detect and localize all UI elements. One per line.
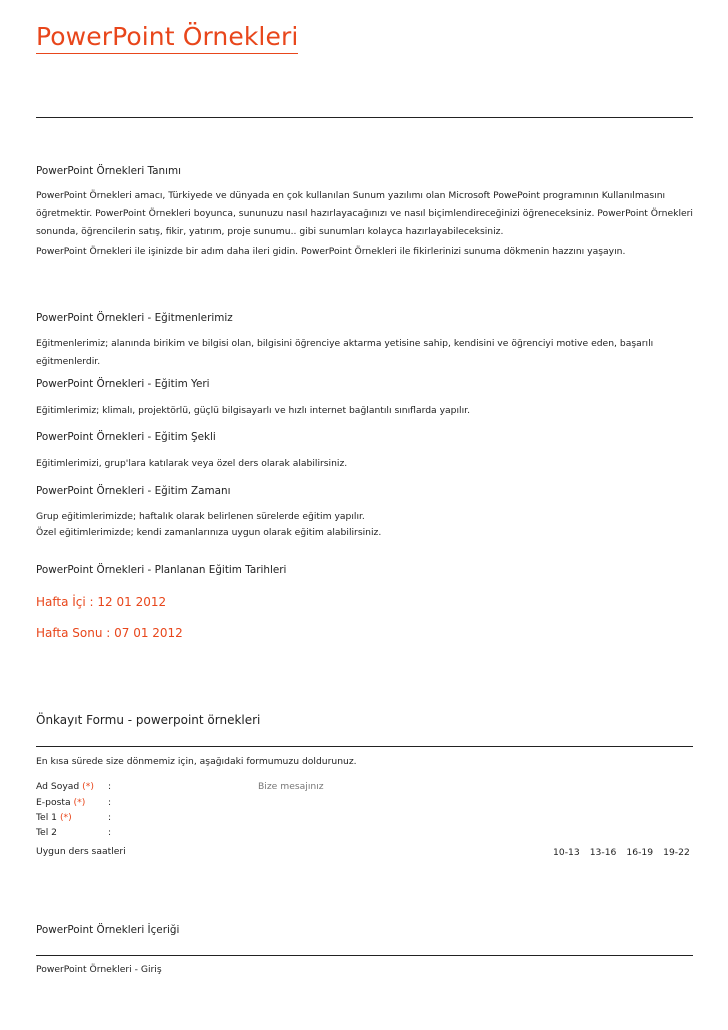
required-mark: (*): [82, 781, 94, 792]
page-title: PowerPoint Örnekleri: [36, 22, 298, 54]
location-text: Eğitimlerimiz; klimalı, projektörlü, güçlü bilgisayarlı ve hızlı internet bağlantılı sınıflarda yapılır.: [36, 405, 470, 416]
weekend-date: Hafta Sonu : 07 01 2012: [36, 626, 183, 640]
section-heading-dates: PowerPoint Örnekleri - Planlanan Eğitim Tarihleri: [36, 564, 287, 576]
hour-option[interactable]: 13-16: [589, 847, 617, 858]
contents-item-1: PowerPoint Örnekleri - Giriş: [36, 964, 162, 975]
section-heading-location: PowerPoint Örnekleri - Eğitim Yeri: [36, 378, 210, 390]
hour-option[interactable]: 10-13: [553, 847, 580, 858]
tel1-field-label: Tel 1 (*): [36, 812, 72, 823]
divider: [36, 746, 693, 747]
hours-label: Uygun ders saatleri: [36, 846, 126, 857]
schedule-line-1: Grup eğitimlerimizde; haftalık olarak belirlenen sürelerde eğitim yapılır.: [36, 511, 365, 522]
colon: :: [108, 781, 112, 792]
message-textarea[interactable]: Bize mesajınız: [258, 781, 324, 792]
colon: :: [108, 827, 112, 838]
form-intro: En kısa sürede size dönmemiz için, aşağıdaki formumuzu doldurunuz.: [36, 756, 357, 767]
instructors-text: Eğitmenlerimiz; alanında birikim ve bilgisi olan, bilgisini öğrenciye aktarma yetisine sahip, kendisini ve öğrenciyi motive eden, başarılı eğitmenlerdir.: [36, 338, 654, 367]
hour-option[interactable]: 19-22: [663, 847, 690, 858]
section-heading-definition: PowerPoint Örnekleri Tanımı: [36, 165, 181, 177]
tel2-field-label: Tel 2: [36, 827, 58, 838]
divider: [36, 117, 693, 118]
divider: [36, 955, 693, 956]
email-field-label: E-posta (*): [36, 797, 86, 808]
hour-option[interactable]: 16-19: [626, 847, 654, 858]
weekday-date: Hafta İçi : 12 01 2012: [36, 595, 167, 609]
colon: :: [108, 812, 112, 823]
section-heading-schedule: PowerPoint Örnekleri - Eğitim Zamanı: [36, 485, 231, 497]
definition-paragraph-1: PowerPoint Örnekleri amacı, Türkiyede ve dünyada en çok kullanılan Sunum yazılımı olan Microsoft PowePoint programının Kullanılmasını öğretmektir. PowerPoint Örnekleri boyunca, sununuzu nasıl hazırlayacağınızı ve nasıl biçimlendireceğinizi öğreneceksiniz. PowerPoint Örnekleri sonunda, öğrencilerin satış, fikir, yatırım, proje sunumu.. gibi sunumları kolayca hazırlayabileceksiniz.: [36, 190, 693, 237]
format-text: Eğitimlerimizi, grup'lara katılarak veya özel ders olarak alabilirsiniz.: [36, 458, 348, 469]
section-heading-instructors: PowerPoint Örnekleri - Eğitmenlerimiz: [36, 312, 233, 324]
definition-paragraph-2: PowerPoint Örnekleri ile işinizde bir adım daha ileri gidin. PowerPoint Örnekleri ile fikirlerinizi sunuma dökmenin hazzını yaşayın.: [36, 246, 626, 257]
section-heading-contents: PowerPoint Örnekleri İçeriği: [36, 924, 180, 936]
form-heading: Önkayıt Formu - powerpoint örnekleri: [36, 713, 261, 727]
hours-options: [543, 846, 690, 860]
schedule-line-2: Özel eğitimlerimizde; kendi zamanlarınıza uygun olarak eğitim alabilirsiniz.: [36, 527, 382, 538]
required-mark: (*): [73, 797, 86, 808]
section-heading-format: PowerPoint Örnekleri - Eğitim Şekli: [36, 431, 216, 443]
colon: :: [108, 797, 112, 808]
name-field-label: Ad Soyad (*): [36, 781, 94, 792]
required-mark: (*): [59, 812, 72, 823]
